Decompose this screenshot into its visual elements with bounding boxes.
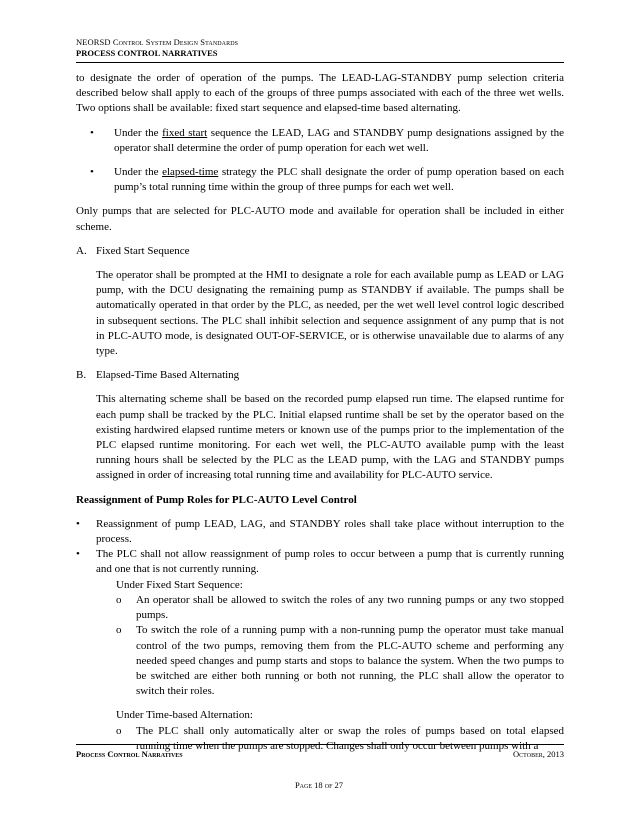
section-b-text: This alternating scheme shall be based on the recorded pump elapsed run time. The elapsed runtime for each pump shall be tracked by the PLC. Initial elapsed runtime shall be set by the operator based on the existing hardwired elapsed runtime meters or known use of the pumps prior to the implementation of the PLC elapsed runtime monitoring. For each wet well, the PLC-AUTO available pump with the least running hours shall be selected by the PLC as the LEAD pump, with the LAG and STANDBY pumps assigned in order of increasing total running time and availability for PLC-AUTO service. <box>96 393 564 482</box>
fixed-start-term: fixed start <box>162 126 208 139</box>
section-a-heading <box>76 244 564 259</box>
intro-paragraph: to designate the order of operation of the pumps. The LEAD-LAG-STANDBY pump selection criteria described below shall apply to each of the groups of three pumps associated with each of the three wet wells. Two options shall be available: fixed start sequence and elapsed-time based alternating. <box>76 72 564 115</box>
bullet-glyph: • <box>76 548 80 561</box>
bullet-glyph: • <box>90 166 94 179</box>
fixed-start-label: Under Fixed Start Sequence: <box>116 578 243 591</box>
time-based-label: Under Time-based Alternation: <box>116 709 253 722</box>
reassignment-heading: Reassignment of Pump Roles for PLC-AUTO Level Control <box>76 493 357 506</box>
footer-rule <box>76 744 564 745</box>
circle-glyph: o <box>116 593 122 606</box>
page-body <box>76 71 564 754</box>
time-item-1: o The PLC shall only automatically alter or swap the roles of pumps based on total elapsed running time when the pumps are stopped. Changes shall only occur between pumps with a <box>116 724 564 752</box>
section-b-letter: B. <box>76 369 87 382</box>
bullet-elapsed-time: • Under the elapsed-time strategy the PLC shall designate the order of pump operation based on each pump’s total running time within the group of three pumps for each wet well. <box>90 166 564 194</box>
page-number: Page 18 of 27 <box>294 780 344 790</box>
page-footer <box>76 744 564 761</box>
section-b-heading <box>76 368 564 383</box>
circle-glyph: o <box>116 624 122 637</box>
circle-glyph: o <box>116 724 122 737</box>
fixed-item-2: o To switch the role of a running pump with a non-running pump the operator must take manual control of the two pumps, removing them from the PLC-AUTO scheme and performing any needed speed changes and pump starts and stops to balance the system. When the two pumps to be switched are either both running or both not running, the PLC shall allow the operator to switch their roles. <box>116 624 564 698</box>
only-pumps-paragraph: Only pumps that are selected for PLC-AUTO mode and available for operation shall be included in either scheme. <box>76 205 564 233</box>
header-rule <box>76 62 564 63</box>
section-a-title: Fixed Start Sequence <box>96 244 190 257</box>
section-a-letter: A. <box>76 244 87 257</box>
fixed-item-1: o An operator shall be allowed to switch the roles of any two running pumps or any two stopped pumps. <box>116 593 564 622</box>
page-header <box>76 37 564 63</box>
section-a-text: The operator shall be prompted at the HMI to designate a role for each available pump as LEAD or LAG pump, with the DCU designating the remaining pump as STANDBY if available. The pumps shall be automatically operated in that order by the PLC, as needed, per the wet well level control logic described in subsequent sections. The PLC shall inhibit selection and sequence assignment of any pump that is not in PLC-AUTO mode, is designated OUT-OF-SERVICE, or is otherwise unavailable due to alarms of any type. <box>96 269 564 358</box>
bullet-fixed-start: • Under the fixed start sequence the LEAD, LAG and STANDBY pump designations assigned by the operator shall determine the order of pump operation for each wet well. <box>90 126 564 154</box>
reassign-item-2: • The PLC shall not allow reassignment of pump roles to occur between a pump that is currently running and one that is not currently running. <box>76 548 564 576</box>
section-b-title: Elapsed-Time Based Alternating <box>96 369 240 382</box>
elapsed-time-term: elapsed-time <box>162 166 219 179</box>
bullet-glyph: • <box>76 517 80 530</box>
header-standards-title: NEORSD Control System Design Standards <box>76 37 239 47</box>
footer-doc-title: Process Control Narratives <box>76 749 183 759</box>
footer-date: October, 2013 <box>513 749 564 759</box>
header-doc-title: PROCESS CONTROL NARRATIVES <box>76 48 218 58</box>
bullet-glyph: • <box>90 126 94 139</box>
reassign-item-1: • Reassignment of pump LEAD, LAG, and STANDBY roles shall take place without interruption to the process. <box>76 517 564 546</box>
